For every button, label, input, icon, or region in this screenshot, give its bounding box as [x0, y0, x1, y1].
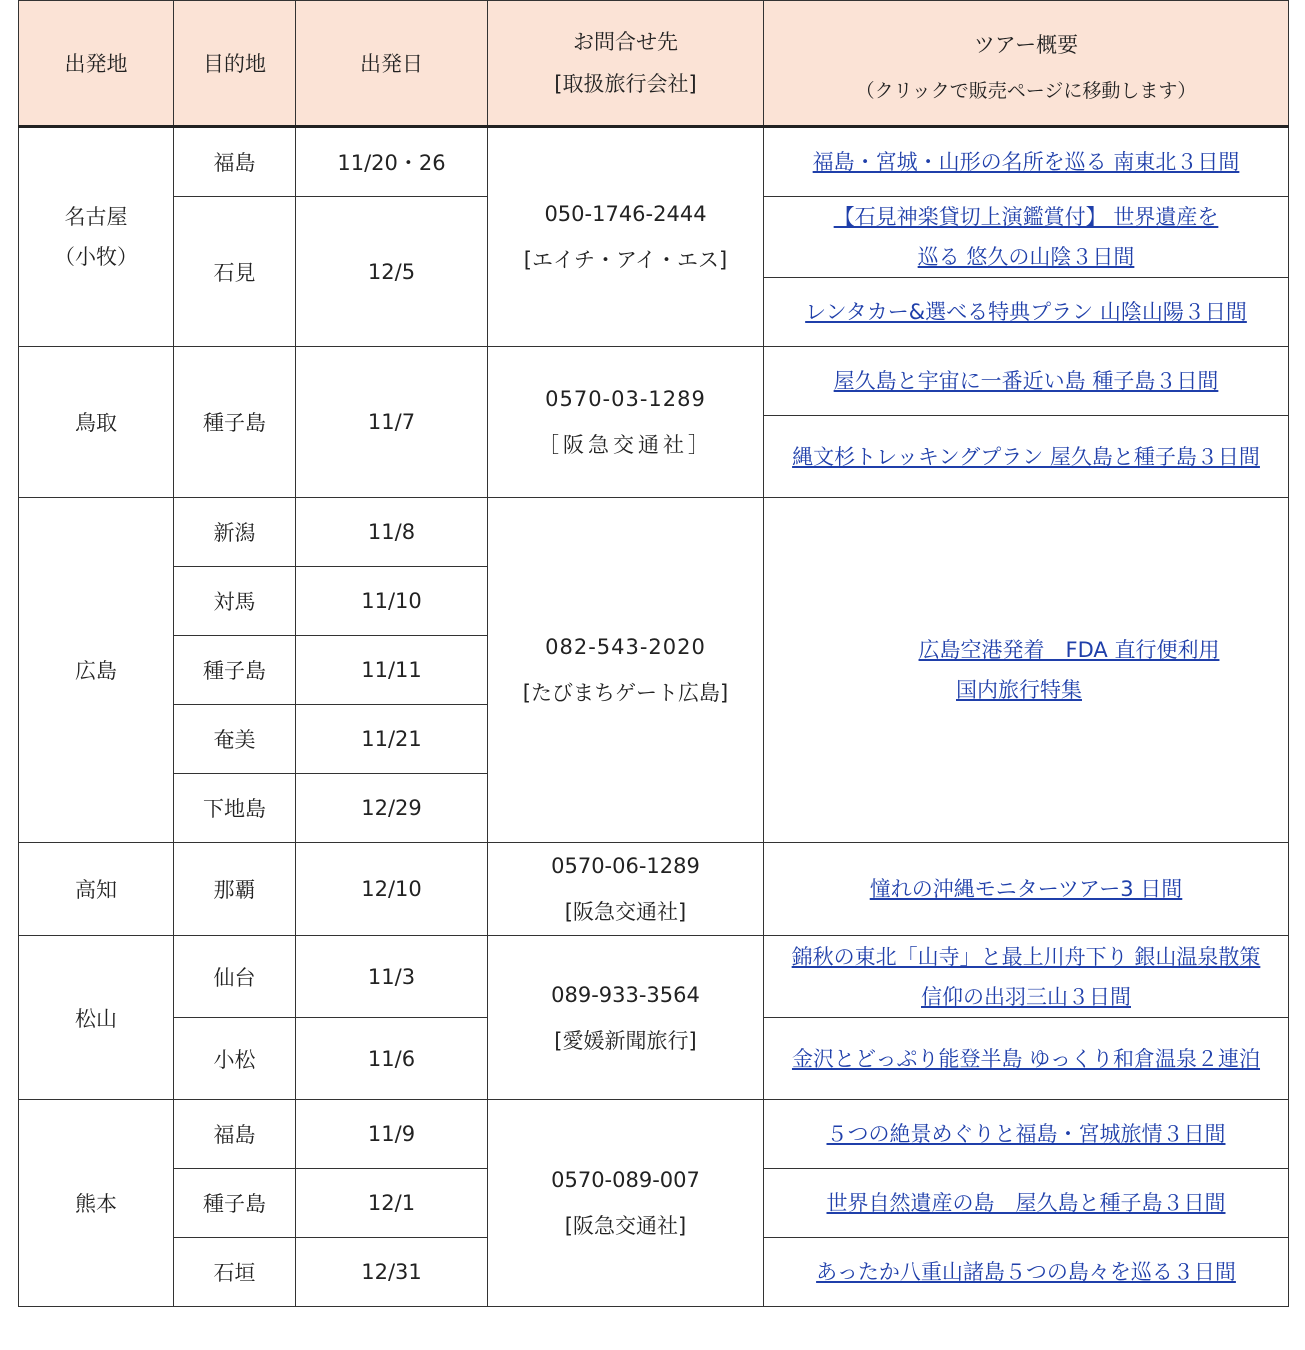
date-cell: 12/10: [296, 843, 488, 936]
contact-company: [阪急交通社]: [564, 1214, 687, 1238]
tour-link[interactable]: 国内旅行特集: [956, 678, 1082, 702]
tour-link[interactable]: 福島・宮城・山形の名所を巡る 南東北３日間: [812, 150, 1240, 174]
tour-link[interactable]: 世界自然遺産の島 屋久島と種子島３日間: [826, 1191, 1226, 1215]
origin-matsuyama: 松山: [19, 936, 174, 1100]
header-destination: 目的地: [174, 1, 296, 127]
date-cell: 11/7: [296, 347, 488, 498]
contact-kochi: [488, 843, 764, 936]
tour-cell: [764, 197, 1289, 278]
tour-cell: [764, 1100, 1289, 1169]
contact-company: [阪急交通社]: [564, 900, 687, 924]
destination-cell: 奄美: [174, 705, 296, 774]
destination-cell: 下地島: [174, 774, 296, 843]
date-cell: 11/21: [296, 705, 488, 774]
header-tour-title: ツアー概要: [973, 32, 1079, 57]
tour-cell: [764, 278, 1289, 347]
header-origin: 出発地: [19, 1, 174, 127]
tour-cell: [764, 498, 1289, 843]
contact-company: [愛媛新聞旅行]: [554, 1028, 697, 1053]
destination-cell: 種子島: [174, 1169, 296, 1238]
table-row: [19, 127, 1289, 197]
table-row: [19, 936, 1289, 1018]
contact-company: [エイチ・アイ・エス]: [523, 248, 728, 272]
contact-phone: 050-1746-2444: [544, 202, 707, 226]
tour-cell: [764, 127, 1289, 197]
tour-cell: [764, 936, 1289, 1018]
tour-link[interactable]: レンタカー&選べる特典プラン 山陰山陽３日間: [805, 300, 1247, 324]
contact-hiroshima: [488, 498, 764, 843]
tour-cell: [764, 843, 1289, 936]
tour-link[interactable]: あったか八重山諸島５つの島々を巡る３日間: [816, 1260, 1236, 1284]
tour-cell: [764, 1169, 1289, 1238]
tour-cell: [764, 1238, 1289, 1307]
date-cell: 12/5: [296, 197, 488, 347]
contact-phone: 082-543-2020: [545, 635, 706, 659]
contact-nagoya: [488, 127, 764, 347]
date-cell: 11/6: [296, 1018, 488, 1100]
date-cell: 11/8: [296, 498, 488, 567]
contact-phone: 089-933-3564: [551, 982, 700, 1007]
header-contact-line1: お問合せ先: [573, 30, 678, 54]
origin-tottori: 鳥取: [19, 347, 174, 498]
origin-nagoya: 名古屋 （小牧）: [19, 127, 174, 347]
tour-link[interactable]: 広島空港発着 FDA 直行便利用: [918, 638, 1220, 662]
header-row: [19, 1, 1289, 127]
date-cell: 11/10: [296, 567, 488, 636]
table-row: [19, 843, 1289, 936]
destination-cell: 石垣: [174, 1238, 296, 1307]
contact-tottori: [488, 347, 764, 498]
destination-cell: 石見: [174, 197, 296, 347]
contact-phone: 0570-06-1289: [551, 854, 700, 878]
date-cell: 11/20・26: [296, 127, 488, 197]
tour-link[interactable]: 金沢とどっぷり能登半島 ゆっくり和倉温泉２連泊: [791, 1046, 1261, 1071]
origin-kumamoto: 熊本: [19, 1100, 174, 1307]
destination-cell: 新潟: [174, 498, 296, 567]
tour-link[interactable]: 縄文杉トレッキングプラン 屋久島と種子島３日間: [792, 444, 1260, 469]
destination-cell: 小松: [174, 1018, 296, 1100]
date-cell: 11/9: [296, 1100, 488, 1169]
destination-cell: 福島: [174, 1100, 296, 1169]
destination-cell: 対馬: [174, 567, 296, 636]
destination-cell: 那覇: [174, 843, 296, 936]
tour-cell: [764, 416, 1289, 498]
destination-cell: 仙台: [174, 936, 296, 1018]
date-cell: 12/1: [296, 1169, 488, 1238]
table-row: [19, 498, 1289, 567]
tour-cell: [764, 347, 1289, 416]
destination-cell: 種子島: [174, 347, 296, 498]
tour-link[interactable]: 憧れの沖縄モニターツアー3 日間: [869, 877, 1183, 901]
date-cell: 11/3: [296, 936, 488, 1018]
contact-phone: 0570-03-1289: [545, 387, 706, 411]
contact-company: ［阪急交通社］: [538, 433, 713, 457]
table-row: [19, 347, 1289, 416]
contact-phone: 0570-089-007: [551, 1168, 700, 1192]
header-tour: [764, 1, 1289, 127]
destination-cell: 福島: [174, 127, 296, 197]
header-date: 出発日: [296, 1, 488, 127]
tour-link[interactable]: 錦秋の東北「山寺」と最上川舟下り 銀山温泉散策信仰の出羽三山３日間: [791, 944, 1261, 1009]
contact-kumamoto: [488, 1100, 764, 1307]
date-cell: 12/29: [296, 774, 488, 843]
destination-cell: 種子島: [174, 636, 296, 705]
tour-link[interactable]: 屋久島と宇宙に一番近い島 種子島３日間: [833, 369, 1219, 393]
table-row: [19, 1100, 1289, 1169]
tour-link[interactable]: 【石見神楽貸切上演鑑賞付】 世界遺産を巡る 悠久の山陰３日間: [833, 205, 1219, 269]
contact-company: [たびまちゲート広島]: [522, 681, 729, 705]
contact-matsuyama: [488, 936, 764, 1100]
date-cell: 12/31: [296, 1238, 488, 1307]
origin-hiroshima: 広島: [19, 498, 174, 843]
header-contact-line2: [取扱旅行会社]: [554, 72, 697, 96]
header-contact: [488, 1, 764, 127]
tour-table: [18, 0, 1289, 1307]
tour-link[interactable]: ５つの絶景めぐりと福島・宮城旅情３日間: [826, 1122, 1226, 1146]
header-tour-note: （クリックで販売ページに移動します）: [855, 79, 1197, 102]
date-cell: 11/11: [296, 636, 488, 705]
tour-cell: [764, 1018, 1289, 1100]
origin-kochi: 高知: [19, 843, 174, 936]
